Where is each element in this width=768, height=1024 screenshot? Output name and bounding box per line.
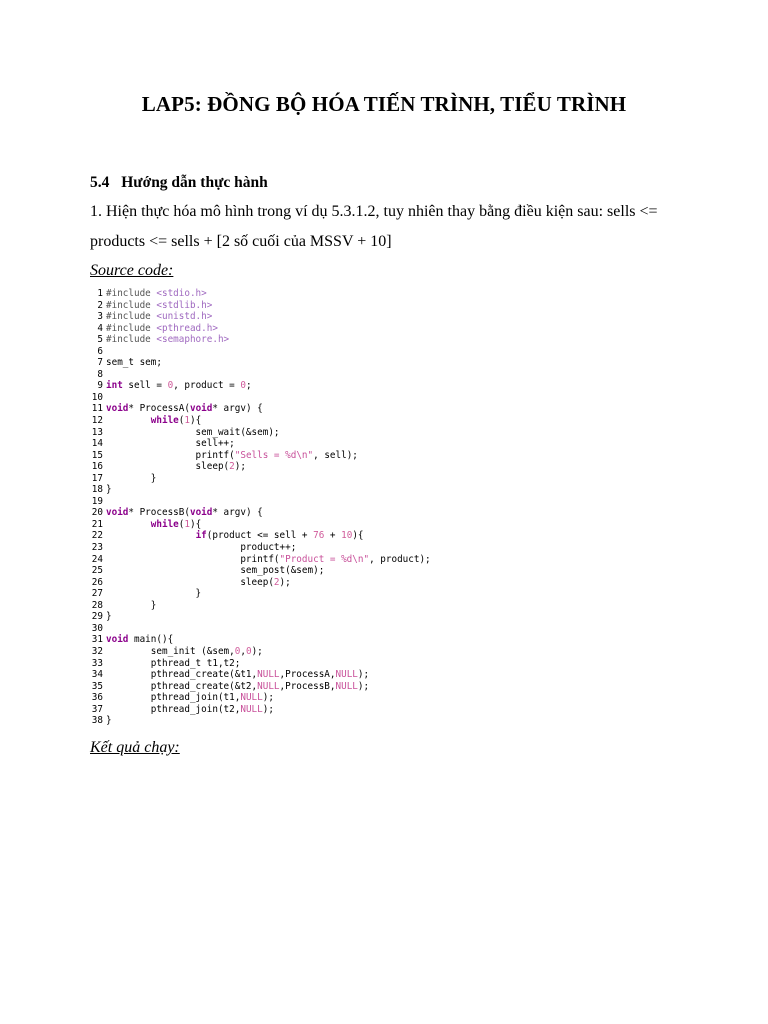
- code-token: <pthread.h>: [156, 322, 218, 334]
- line-number: 1: [97, 288, 103, 299]
- code-token: main(){: [128, 634, 174, 646]
- code-token: void: [189, 403, 213, 415]
- code-token: "Product = %d\n": [279, 553, 370, 565]
- line-number: 30: [91, 622, 103, 634]
- code-line: [90, 681, 431, 693]
- line-number: 9: [97, 380, 103, 392]
- code-line: [90, 600, 431, 612]
- code-token: void: [189, 507, 213, 519]
- code-line: [90, 438, 431, 450]
- code-token: #include: [106, 311, 157, 323]
- line-number: 35: [91, 680, 103, 692]
- code-token: * argv) {: [212, 507, 263, 519]
- code-token: while: [150, 518, 179, 530]
- code-token: (product <= sell +: [206, 530, 314, 542]
- code-token: 2: [229, 461, 235, 473]
- code-token: ){: [190, 518, 202, 530]
- code-token: sell++;: [106, 438, 235, 450]
- code-token: pthread_create(&t1,: [106, 669, 258, 681]
- code-token: pthread_join(t2,: [106, 703, 241, 715]
- line-number: 25: [91, 565, 103, 577]
- code-line: [90, 554, 431, 566]
- code-line: [90, 450, 431, 462]
- instruction-paragraph-line-2: products <= sells + [2 số cuối của MSSV + 10]: [90, 233, 392, 250]
- code-token: void: [106, 507, 129, 519]
- code-token: , product =: [173, 380, 241, 392]
- line-number: 36: [91, 692, 103, 704]
- code-line: [90, 334, 431, 346]
- code-token: <stdlib.h>: [156, 299, 213, 311]
- line-number: 21: [91, 518, 103, 530]
- code-token: 0: [167, 380, 174, 392]
- line-number: 24: [91, 553, 103, 565]
- code-token: 0: [234, 645, 241, 657]
- code-line: [90, 658, 431, 670]
- section-heading: [90, 174, 268, 192]
- line-number: 26: [91, 576, 103, 588]
- code-token: ;: [245, 380, 252, 392]
- line-number: 12: [91, 415, 103, 427]
- code-token: );: [262, 703, 274, 715]
- code-token: 0: [240, 380, 246, 392]
- line-number: 29: [91, 611, 103, 623]
- code-token: #include: [106, 334, 157, 346]
- code-token: );: [234, 461, 246, 473]
- result-label: Kết quả chạy:: [90, 739, 180, 756]
- code-line: [90, 611, 431, 623]
- code-line: [90, 519, 431, 531]
- line-number: 27: [91, 588, 103, 600]
- line-number: 17: [91, 472, 103, 484]
- line-number: 10: [91, 391, 103, 403]
- code-token: ){: [190, 415, 202, 427]
- code-token: "Sells = %d\n": [234, 449, 314, 461]
- line-number: 37: [91, 703, 103, 715]
- code-token: ,: [240, 645, 246, 657]
- code-token: }: [106, 599, 157, 611]
- code-line: [90, 704, 431, 716]
- line-number: 23: [91, 542, 103, 554]
- line-number: 13: [91, 426, 103, 438]
- section-number: 5.4: [90, 174, 110, 191]
- code-line: [90, 357, 431, 369]
- code-token: void: [106, 634, 129, 646]
- code-line: [90, 484, 431, 496]
- code-token: sem_post(&sem);: [106, 565, 325, 577]
- code-token: void: [106, 403, 129, 415]
- code-line: [90, 623, 431, 635]
- code-listing: [90, 288, 431, 727]
- code-token: <unistd.h>: [156, 311, 213, 323]
- line-number: 3: [97, 311, 103, 323]
- code-token: [106, 519, 151, 530]
- code-token: #include: [106, 322, 157, 334]
- code-token: printf(: [106, 449, 235, 461]
- code-token: , product);: [369, 553, 431, 565]
- page-title: LAP5: ĐỒNG BỘ HÓA TIẾN TRÌNH, TIỂU TRÌNH: [141, 92, 627, 116]
- line-number: 28: [91, 599, 103, 611]
- line-number: 20: [91, 507, 103, 519]
- code-token: * ProcessA(: [128, 403, 190, 415]
- code-token: #include: [106, 288, 157, 299]
- code-token: if: [195, 530, 207, 542]
- line-number: 8: [97, 368, 103, 380]
- code-token: int: [106, 380, 123, 392]
- code-line: [90, 300, 431, 312]
- line-number: 31: [91, 634, 103, 646]
- code-line: [90, 392, 431, 404]
- code-line: [90, 496, 431, 508]
- code-token: 76: [313, 530, 325, 542]
- code-line: [90, 380, 431, 392]
- line-number: 32: [91, 645, 103, 657]
- code-line: [90, 646, 431, 658]
- code-token: pthread_join(t1,: [106, 692, 241, 704]
- code-token: ,ProcessB,: [279, 680, 336, 692]
- code-token: ){: [352, 530, 364, 542]
- line-number: 2: [97, 299, 103, 311]
- code-token: [106, 415, 151, 426]
- code-token: sleep(: [106, 576, 274, 588]
- line-number: 6: [97, 345, 103, 357]
- section-heading-text: Hướng dẫn thực hành: [121, 174, 268, 191]
- code-token: sem_init (&sem,: [106, 645, 235, 657]
- line-number: 34: [91, 669, 103, 681]
- code-line: [90, 588, 431, 600]
- line-number: 11: [91, 403, 103, 415]
- code-token: printf(: [106, 553, 280, 565]
- code-line: [90, 473, 431, 485]
- code-token: [106, 530, 196, 541]
- code-token: , sell);: [313, 449, 358, 461]
- code-token: }: [106, 484, 112, 496]
- code-token: sell =: [122, 380, 168, 392]
- code-token: );: [357, 669, 370, 681]
- code-token: * ProcessB(: [128, 507, 190, 519]
- line-number: 5: [97, 334, 103, 346]
- code-line: [90, 634, 431, 646]
- code-token: sleep(: [106, 461, 230, 473]
- code-line: [90, 415, 431, 427]
- code-line: [90, 323, 431, 335]
- code-token: pthread_t t1,t2;: [106, 657, 241, 669]
- code-token: );: [357, 680, 370, 692]
- code-line: [90, 288, 431, 300]
- code-token: NULL: [240, 703, 263, 715]
- code-token: NULL: [257, 669, 280, 681]
- code-token: sem_wait(&sem);: [106, 426, 280, 438]
- code-token: );: [251, 645, 263, 657]
- line-number: 7: [97, 357, 103, 369]
- code-token: #include: [106, 299, 157, 311]
- code-token: 10: [341, 530, 353, 542]
- code-line: [90, 369, 431, 381]
- code-token: NULL: [257, 680, 280, 692]
- code-token: NULL: [335, 680, 358, 692]
- code-token: NULL: [240, 692, 263, 704]
- line-number: 33: [91, 657, 103, 669]
- code-token: }: [106, 588, 202, 600]
- code-line: [90, 692, 431, 704]
- code-token: NULL: [335, 669, 358, 681]
- code-token: product++;: [106, 542, 297, 554]
- code-token: 1: [184, 518, 190, 530]
- code-token: }: [106, 611, 112, 623]
- source-code-label: Source code:: [90, 262, 174, 279]
- line-number: 18: [91, 484, 103, 496]
- code-line: [90, 577, 431, 589]
- code-line: [90, 715, 431, 727]
- code-token: }: [106, 472, 157, 484]
- code-token: }: [106, 715, 112, 727]
- line-number: 38: [91, 715, 103, 727]
- line-number: 4: [97, 322, 103, 334]
- code-line: [90, 669, 431, 681]
- line-number: 15: [91, 449, 103, 461]
- code-line: [90, 461, 431, 473]
- instruction-paragraph-line-1: 1. Hiện thực hóa mô hình trong ví dụ 5.3.1.2, tuy nhiên thay bằng điều kiện sau: sells <=: [90, 203, 658, 220]
- code-line: [90, 542, 431, 554]
- code-token: * argv) {: [212, 403, 263, 415]
- code-token: 0: [245, 645, 252, 657]
- code-token: (: [178, 415, 185, 427]
- code-line: [90, 530, 431, 542]
- code-token: (: [178, 518, 185, 530]
- code-token: sem_t sem;: [106, 357, 162, 369]
- code-token: while: [150, 415, 179, 427]
- code-line: [90, 346, 431, 358]
- code-token: ,ProcessA,: [279, 669, 336, 681]
- line-number: 14: [91, 438, 103, 450]
- code-line: [90, 403, 431, 415]
- line-number: 22: [91, 530, 103, 542]
- code-line: [90, 311, 431, 323]
- code-line: [90, 565, 431, 577]
- code-token: <semaphore.h>: [156, 334, 230, 346]
- code-token: +: [324, 530, 342, 542]
- code-token: <stdio.h>: [156, 288, 207, 299]
- code-token: );: [262, 692, 274, 704]
- code-token: );: [279, 576, 291, 588]
- line-number: 16: [91, 461, 103, 473]
- line-number: 19: [91, 495, 103, 507]
- code-token: pthread_create(&t2,: [106, 680, 258, 692]
- code-line: [90, 507, 431, 519]
- code-token: 1: [184, 415, 190, 427]
- code-token: 2: [273, 576, 280, 588]
- code-line: [90, 427, 431, 439]
